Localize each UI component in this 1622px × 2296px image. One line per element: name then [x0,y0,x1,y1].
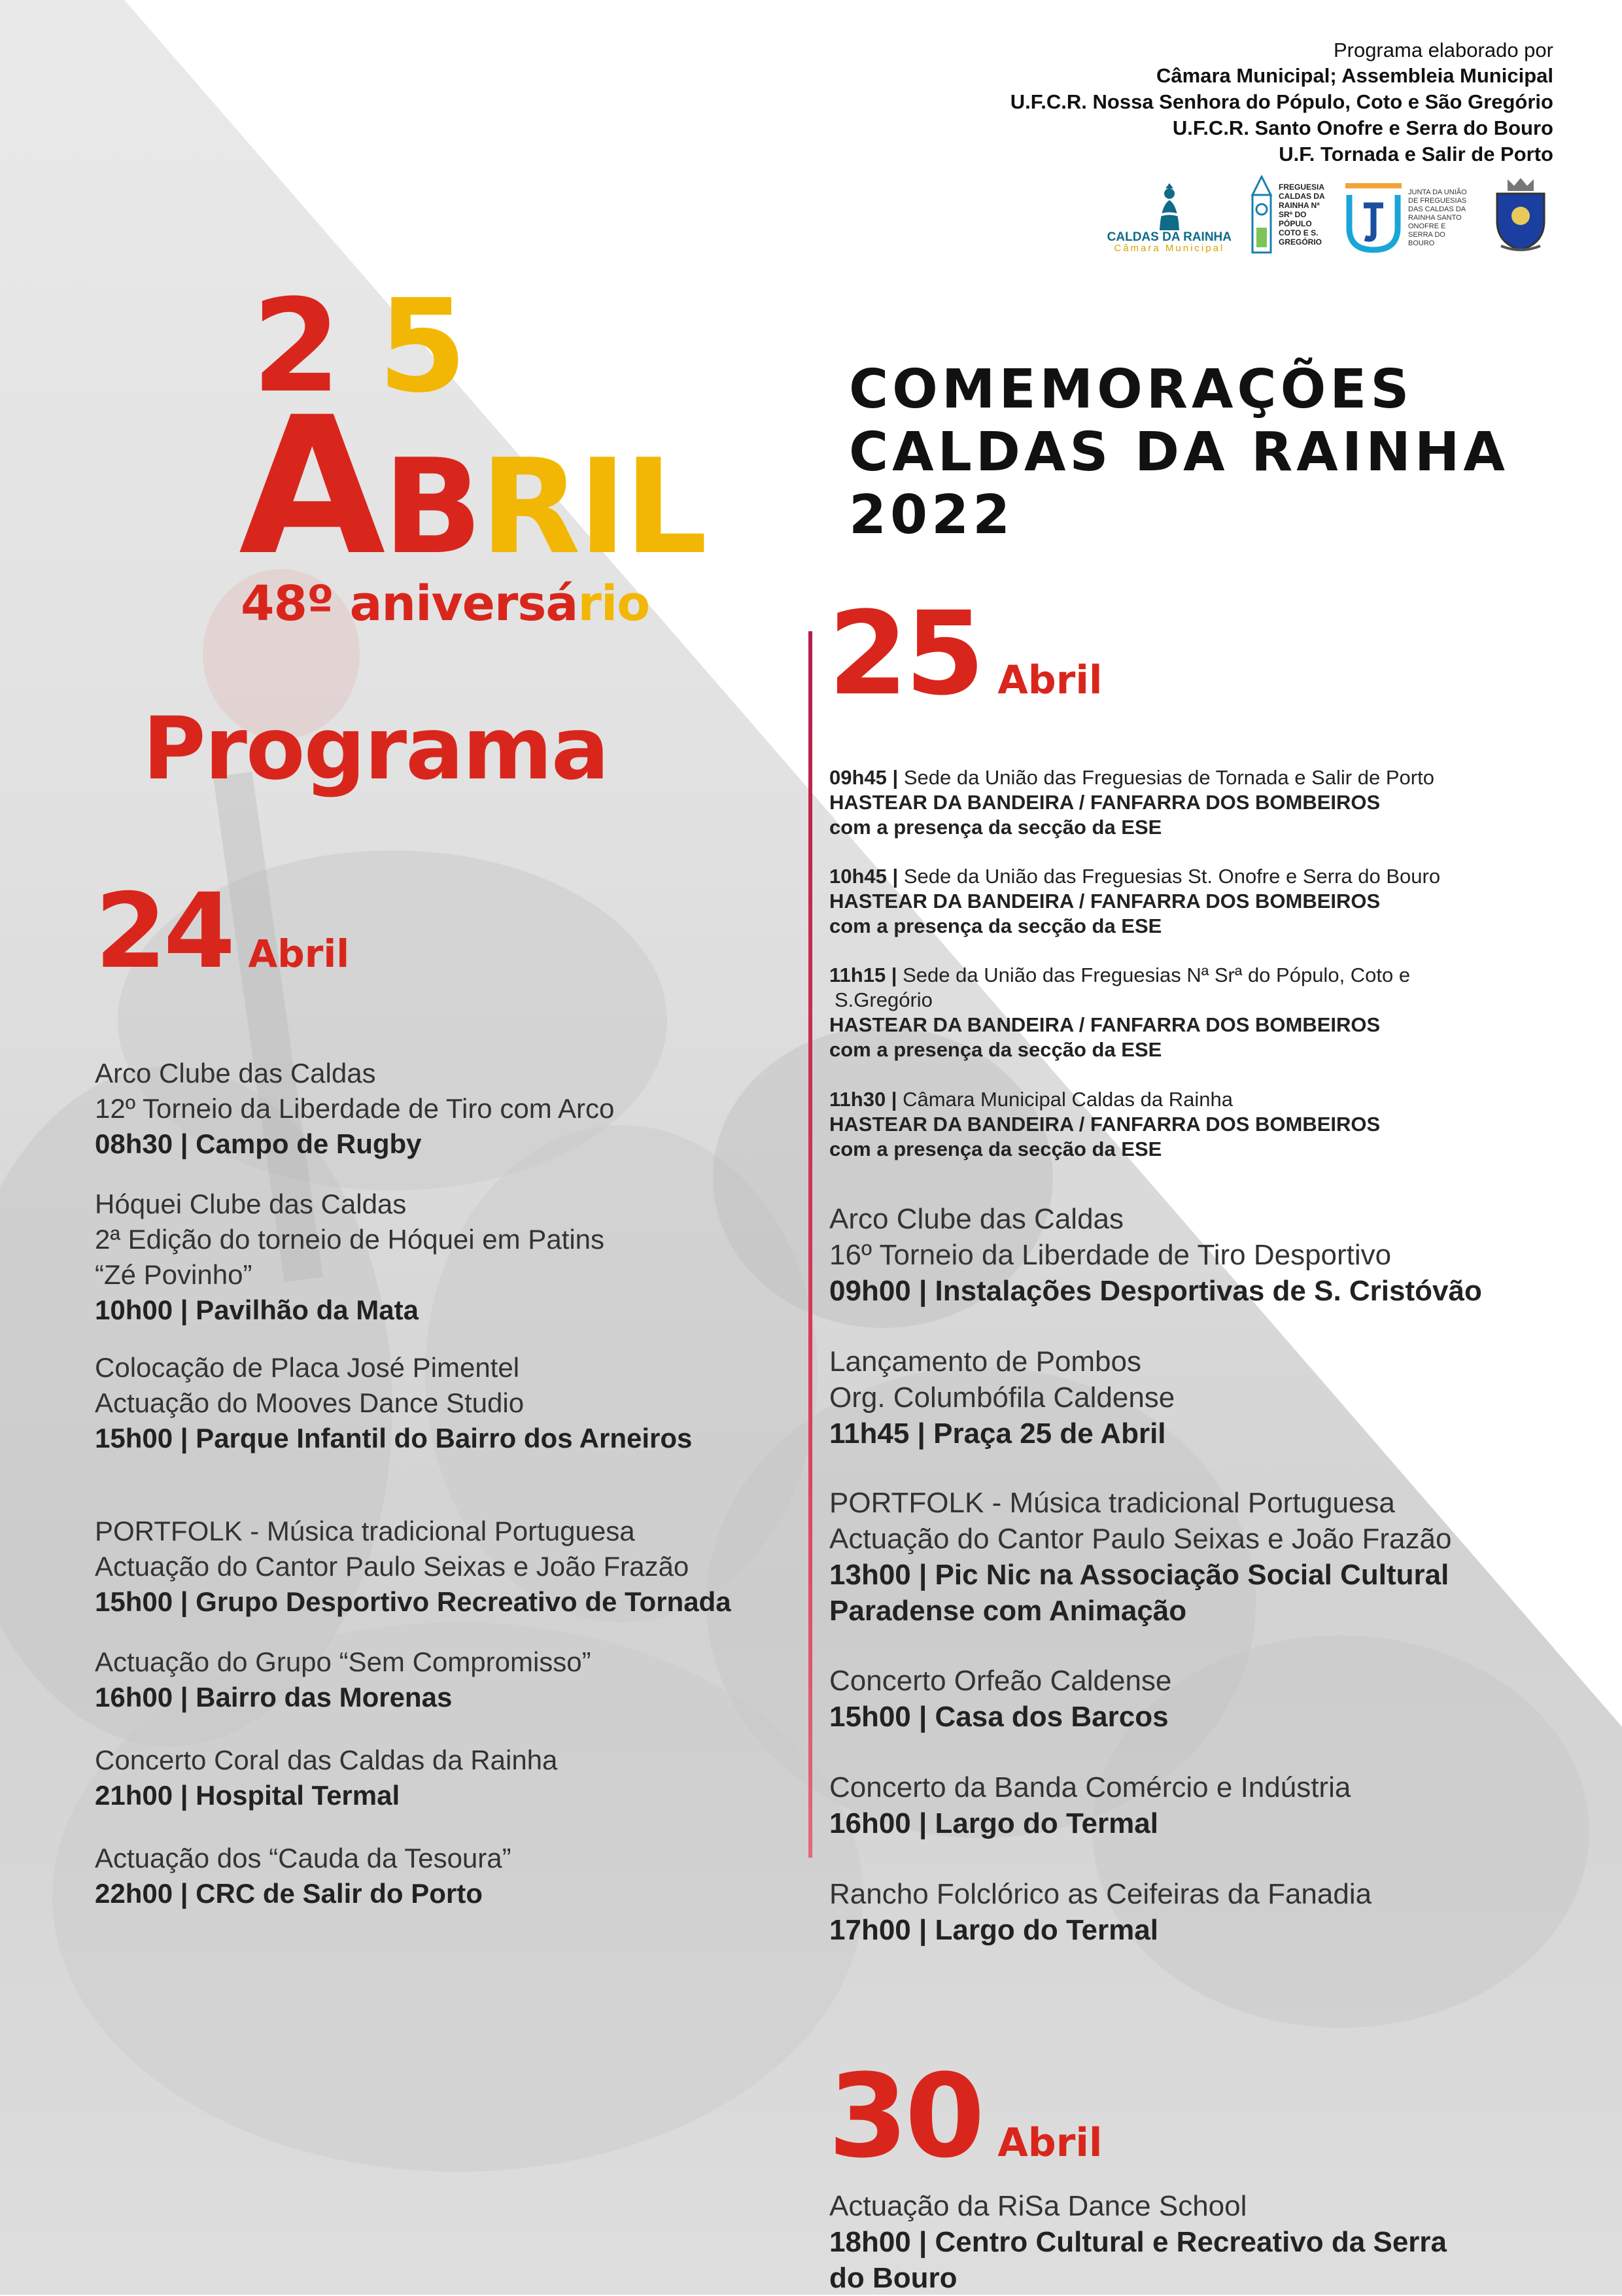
logos-row [1107,175,1553,254]
event-time-place: 22h00 | CRC de Salir do Porto [95,1878,483,1909]
day24-event [95,1514,731,1620]
ceremony-title: HASTEAR DA BANDEIRA / FANFARRA DOS BOMBEIROS [829,1013,1381,1036]
hero-day-number-second-digit: 5 [377,272,464,421]
credits-line: U.F.C.R. Santo Onofre e Serra do Bouro [1172,116,1553,139]
event-title: Colocação de Placa José Pimentel [95,1352,520,1383]
event-time-place: 16h00 | Largo do Termal [829,1807,1158,1839]
ceremony-subtitle: com a presença da secção da ESE [829,1038,1162,1061]
event-title: Concerto Coral das Caldas da Rainha [95,1745,558,1775]
event-detail: 16º Torneio da Liberdade de Tiro Desportivo [829,1239,1392,1271]
ceremony-subtitle: com a presença da secção da ESE [829,1138,1162,1160]
day25-event [829,1201,1482,1309]
credits-line: U.F.C.R. Nossa Senhora do Pópulo, Coto e São Gregório [1010,90,1553,113]
ceremony-item [829,864,1575,939]
uniao-freguesias-logo [1344,182,1471,254]
ceremony-time: 10h45 | [829,865,899,888]
ceremony-subtitle: com a presença da secção da ESE [829,816,1162,839]
hero-day-number: 2 [252,272,337,421]
day24-event [95,1056,614,1162]
freguesia-logo-text: FREGUESIA CALDAS DA RAINHA Nª SRª DO PÓPULO COTO E S. GREGÓRIO [1279,183,1325,247]
queen-icon [1140,179,1199,232]
day25-event [829,1663,1171,1735]
uniao-logo-text: JUNTA DA UNIÃO DE FREGUESIAS DAS CALDAS DA RAINHA SANTO ONOFRE E SERRA DO BOURO [1408,188,1467,247]
day25-month: Abril [997,657,1103,703]
hero-anniversary [241,576,649,632]
ceremony-time: 11h15 | [829,964,897,986]
event-title: Concerto da Banda Comércio e Indústria [829,1771,1351,1803]
hero-month-rest: RIL [479,431,705,583]
day25-number: 25 [828,587,982,721]
event-time-place: 08h30 | Campo de Rugby [95,1128,422,1159]
comemoracoes-line1: COMEMORAÇÕES [849,358,1413,421]
credits-line: Câmara Municipal; Assembleia Municipal [1156,64,1553,87]
event-title: Actuação da RiSa Dance School [829,2190,1247,2222]
event-time-place: 10h00 | Pavilhão da Mata [95,1295,419,1325]
event-time-place: 15h00 | Parque Infantil do Bairro dos Arneiros [95,1423,693,1453]
event-time-place: 17h00 | Largo do Termal [829,1914,1158,1946]
day24-event [95,1350,692,1456]
ceremony-subtitle: com a presença da secção da ESE [829,914,1162,937]
day24-event [95,1644,591,1715]
ceremony-time: 11h30 | [829,1088,897,1111]
event-time-place: 16h00 | Bairro das Morenas [95,1682,453,1713]
comemoracoes-line2: CALDAS DA RAINHA [849,421,1509,483]
coat-of-arms-icon [1488,175,1553,254]
day30-header [828,2049,1103,2183]
anniversary-yellow: rio [578,576,650,632]
event-title: Actuação do Grupo “Sem Compromisso” [95,1646,591,1677]
day30-number: 30 [828,2049,982,2183]
credits-line: U.F. Tornada e Salir de Porto [1279,143,1553,165]
event-time-place-cont: do Bouro [829,2262,958,2294]
comemoracoes-line3: 2022 [849,484,1014,546]
event-title: Rancho Folclórico as Ceifeiras da Fanadia [829,1878,1372,1910]
timeline-divider [808,631,812,1858]
day25-event [829,1769,1351,1841]
event-time-place: 13h00 | Pic Nic na Associação Social Cultural [829,1559,1449,1591]
ceremony-place: Sede da União das Freguesias de Tornada e Salir de Porto [903,766,1434,789]
ceremony-item [829,963,1575,1062]
day25-event [829,1485,1451,1629]
day30-month: Abril [997,2120,1103,2166]
event-time-place: 09h00 | Instalações Desportivas de S. Cristóvão [829,1275,1482,1307]
day24-number: 24 [95,871,232,992]
event-detail: Org. Columbófila Caldense [829,1382,1175,1414]
event-detail: 2ª Edição do torneio de Hóquei em Patins [95,1224,605,1255]
event-time-place: 15h00 | Grupo Desportivo Recreativo de Tornada [95,1586,731,1617]
day24-event [95,1743,557,1813]
freguesia-logo [1249,175,1327,254]
event-title: PORTFOLK - Música tradicional Portuguesa [95,1516,635,1546]
day24-header [95,871,350,992]
event-time-place: 15h00 | Casa dos Barcos [829,1701,1169,1733]
event-title: Concerto Orfeão Caldense [829,1665,1172,1697]
event-title: Actuação dos “Cauda da Tesoura” [95,1843,511,1873]
ceremony-item [829,1087,1575,1162]
day24-event [95,1187,604,1328]
day30-event [829,2188,1447,2296]
ceremony-title: HASTEAR DA BANDEIRA / FANFARRA DOS BOMBEIROS [829,1113,1381,1136]
camara-logo-text: CALDAS DA RAINHA [1107,230,1232,244]
event-time-place: 21h00 | Hospital Termal [95,1780,400,1811]
comemoracoes-title [849,358,1509,547]
event-detail: 12º Torneio da Liberdade de Tiro com Arco [95,1093,615,1124]
event-title: Hóquei Clube das Caldas [95,1189,407,1219]
day24-event [95,1841,511,1911]
emblem-icon [1344,182,1403,254]
ceremony-place-cont: S.Gregório [835,988,933,1011]
ceremony-item [829,765,1575,840]
event-title: Arco Clube das Caldas [829,1203,1124,1235]
event-title: Arco Clube das Caldas [95,1058,376,1088]
ceremony-place: Sede da União das Freguesias St. Onofre e Serra do Bouro [903,865,1441,888]
day24-month: Abril [248,931,350,976]
hero-month-b: B [383,431,480,583]
day25-event [829,1344,1175,1452]
ceremony-place: Sede da União das Freguesias Nª Srª do Pópulo, Coto e [903,964,1411,986]
ceremony-title: HASTEAR DA BANDEIRA / FANFARRA DOS BOMBEIROS [829,791,1381,814]
event-title: PORTFOLK - Música tradicional Portuguesa [829,1487,1395,1519]
day25-event [829,1876,1372,1948]
credits-block [1010,38,1553,167]
event-detail: “Zé Povinho” [95,1259,252,1290]
ceremony-title: HASTEAR DA BANDEIRA / FANFARRA DOS BOMBEIROS [829,890,1381,913]
camara-municipal-logo [1107,179,1232,254]
event-detail: Actuação do Cantor Paulo Seixas e João Frazão [829,1523,1452,1555]
event-detail: Actuação do Mooves Dance Studio [95,1387,525,1418]
hero-month-a: A [239,377,383,597]
event-time-place: 18h00 | Centro Cultural e Recreativo da Serra [829,2226,1447,2258]
event-title: Lançamento de Pombos [829,1346,1141,1378]
event-detail: Actuação do Cantor Paulo Seixas e João Frazão [95,1551,689,1582]
day25-header [828,587,1103,721]
credits-intro: Programa elaborado por [1333,39,1553,61]
ceremony-time: 09h45 | [829,766,899,789]
coat-of-arms-logo [1488,175,1553,254]
event-time-place: 11h45 | Praça 25 de Abril [829,1418,1166,1450]
event-time-place-cont: Paradense com Animação [829,1595,1187,1627]
programa-title: Programa [143,699,608,799]
anniversary-red: 48º aniversá [241,576,578,632]
tower-icon [1249,175,1275,254]
ceremony-place: Câmara Municipal Caldas da Rainha [903,1088,1233,1111]
camara-logo-subtext: Câmara Municipal [1114,243,1225,254]
